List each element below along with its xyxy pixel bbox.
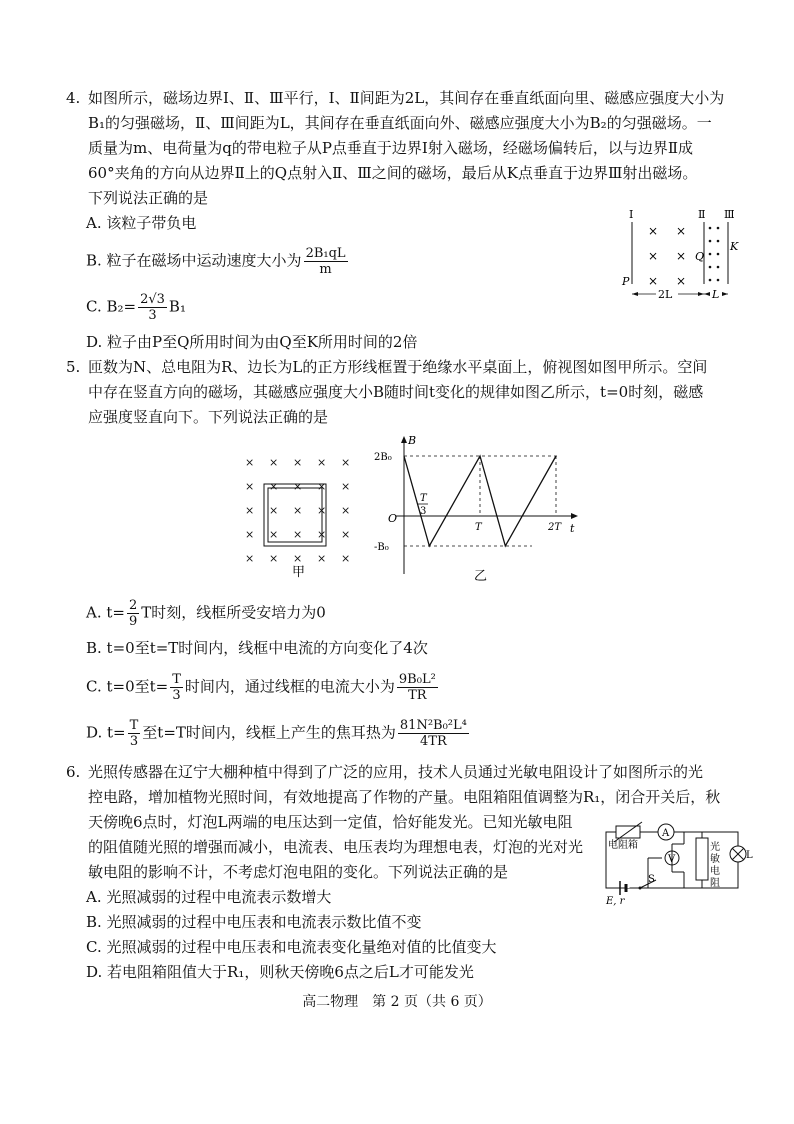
field-cross: × bbox=[341, 504, 351, 517]
field-cross: × bbox=[293, 528, 303, 541]
svg-text:×: × bbox=[648, 224, 659, 238]
field-cross: × bbox=[341, 480, 351, 493]
q6-stem-line-5: 敏电阻的影响不计，不考虑灯泡电阻的变化。下列说法正确的是 bbox=[88, 863, 509, 881]
field-cross: × bbox=[293, 480, 303, 493]
q6-number: 6. bbox=[66, 763, 81, 781]
tick-label-2t: 2T bbox=[548, 522, 562, 533]
q5-stem-line-1: 匝数为N、总电阻为R、边长为L的正方形线框置于绝缘水平桌面上，俯视图如图甲所示。空间 bbox=[88, 358, 708, 376]
voltmeter-symbol: V bbox=[668, 854, 676, 865]
figure-yi-label: 乙 bbox=[474, 569, 488, 584]
q6-option-d: D. 若电阻箱阻值大于R₁，则秋天傍晚6点之后L才可能发光 bbox=[86, 963, 474, 981]
q5-option-b: B. t=0至t=T时间内，线框中电流的方向变化了4次 bbox=[86, 639, 428, 657]
field-cross: × bbox=[293, 552, 303, 565]
field-cross: × bbox=[269, 552, 279, 565]
q4-option-a: A. 该粒子带负电 bbox=[86, 214, 197, 232]
q6-option-a: A. 光照减弱的过程中电流表示数增大 bbox=[86, 888, 332, 906]
tick-label-t: T bbox=[475, 522, 482, 533]
field-cross: × bbox=[317, 504, 327, 517]
q6-stem-line-1: 光照传感器在辽宁大棚种植中得到了广泛的应用，技术人员通过光敏电阻设计了如图所示的光 bbox=[88, 763, 704, 781]
q4-number: 4. bbox=[66, 89, 81, 107]
q4-option-d: D. 粒子由P至Q所用时间为由Q至K所用时间的2倍 bbox=[86, 333, 418, 351]
q6-option-c: C. 光照减弱的过程中电压表和电流表变化量绝对值的比值变大 bbox=[86, 938, 497, 956]
field-cross: × bbox=[245, 528, 255, 541]
field-cross: × bbox=[293, 504, 303, 517]
field-crosses bbox=[245, 456, 350, 565]
q5-option-a: A. t= $\frac{2}{9}$ T时刻，线框所受安培力为0 bbox=[86, 598, 326, 629]
field-cross: × bbox=[269, 480, 279, 493]
q6-stem-line-3: 天傍晚6点时，灯泡L两端的电压达到一定值，恰好能发光。已知光敏电阻 bbox=[88, 813, 573, 831]
q5-stem-line-2: 中存在竖直方向的磁场，其磁感应强度大小B随时间t变化的规律如图乙所示，t=0时刻，磁感 bbox=[88, 383, 704, 401]
q4-stem-line-2: B₁的匀强磁场，Ⅱ、Ⅲ间距为L，其间存在垂直纸面向外、磁感应强度大小为B₂的匀强磁场。一 bbox=[88, 114, 712, 132]
q4-option-b-fraction: $\frac{\text{2B₁qL}}{m}$ bbox=[305, 246, 346, 277]
field-cross: × bbox=[317, 528, 327, 541]
q6-option-b: B. 光照减弱的过程中电压表和电流表示数比值不变 bbox=[86, 913, 422, 931]
field-cross: × bbox=[245, 552, 255, 565]
photoresistor-char-3: 电 bbox=[710, 866, 720, 877]
q5-stem-line-3: 应强度竖直向下。下列说法正确的是 bbox=[88, 408, 329, 426]
svg-text:×: × bbox=[648, 249, 659, 263]
field-cross: × bbox=[269, 528, 279, 541]
field-cross: × bbox=[293, 456, 303, 469]
boundary-3-label: Ⅲ bbox=[724, 208, 735, 221]
field-cross: × bbox=[341, 456, 351, 469]
field-cross: × bbox=[341, 528, 351, 541]
q6-stem-line-2: 控电路，增加植物光照时间，有效地提高了作物的产量。电阻箱阻值调整为R₁，闭合开关后，秋 bbox=[88, 788, 721, 806]
point-q-label: Q bbox=[695, 250, 705, 263]
q4-magnetic-field-diagram bbox=[618, 206, 748, 304]
axis-label-t: t bbox=[570, 522, 575, 535]
point-p-label: P bbox=[622, 275, 630, 288]
q5-option-d: D. t= $\frac{T}{3}$ 至t=T时间内，线框上产生的焦耳热为 $\frac{\text{81N²B₀²L⁴}}{4TR}$ bbox=[86, 718, 467, 749]
boundary-2-label: Ⅱ bbox=[698, 208, 706, 221]
width-2l-label: 2L bbox=[658, 288, 673, 301]
q6-stem-line-4: 的阻值随光照的增强而减小，电流表、电压表均为理想电表，灯泡的光对光 bbox=[88, 838, 584, 856]
svg-text:×: × bbox=[676, 249, 687, 263]
page-footer: 高二物理 第 2 页（共 6 页） bbox=[302, 994, 492, 1010]
figure-jia-coil-in-field bbox=[236, 450, 362, 580]
origin-label: O bbox=[388, 512, 398, 525]
svg-text:×: × bbox=[676, 224, 687, 238]
field-cross: × bbox=[317, 480, 327, 493]
field-into-page-crosses bbox=[648, 224, 686, 288]
width-l-label: L bbox=[712, 288, 720, 301]
tick-label-t-over-3 bbox=[418, 493, 428, 517]
axis-label-b: B bbox=[408, 434, 417, 447]
svg-text:×: × bbox=[676, 274, 687, 288]
q4-stem-line-4: 60°夹角的方向从边界Ⅱ上的Q点射入Ⅱ、Ⅲ之间的磁场，最后从K点垂直于边界Ⅲ射出磁场。 bbox=[88, 164, 698, 182]
q6-circuit-diagram bbox=[600, 808, 753, 908]
tick-label-2b0: 2B₀ bbox=[374, 452, 392, 463]
q5-option-c: C. t=0至t= $\frac{T}{3}$ 时间内，通过线框的电流大小为 $\frac{\text{9B₀L²}}{TR}$ bbox=[86, 672, 436, 703]
field-cross: × bbox=[317, 552, 327, 565]
tick-label-neg-b0: -B₀ bbox=[374, 542, 389, 553]
q4-option-c-fraction: $\frac{2√3}{3}$ bbox=[140, 292, 165, 323]
switch-label: S bbox=[648, 874, 655, 885]
q4-option-b: B. 粒子在磁场中运动速度大小为 $\frac{\text{2B₁qL}}{m}$ bbox=[86, 246, 346, 277]
svg-text:×: × bbox=[648, 274, 659, 288]
field-cross: × bbox=[317, 456, 327, 469]
field-out-of-page-dots bbox=[709, 227, 720, 282]
field-cross: × bbox=[245, 456, 255, 469]
q4-option-c: C. B₂= $\frac{2√3}{3}$ B₁ bbox=[86, 292, 186, 323]
field-cross: × bbox=[269, 504, 279, 517]
q5-number: 5. bbox=[66, 358, 81, 376]
field-cross: × bbox=[245, 480, 255, 493]
figure-yi-b-t-graph bbox=[372, 434, 582, 584]
field-cross: × bbox=[269, 456, 279, 469]
photoresistor-char-2: 敏 bbox=[710, 854, 720, 865]
photoresistor-char-1: 光 bbox=[710, 842, 720, 853]
svg-text:T: T bbox=[420, 493, 427, 504]
resistor-box-label: 电阻箱 bbox=[608, 840, 638, 851]
photoresistor-char-4: 阻 bbox=[710, 878, 720, 889]
battery-label: E, r bbox=[606, 896, 625, 907]
lamp-label: L bbox=[746, 850, 753, 861]
figure-jia-label: 甲 bbox=[292, 565, 306, 580]
field-cross: × bbox=[341, 552, 351, 565]
q4-stem-line-3: 质量为m、电荷量为q的带电粒子从P点垂直于边界Ⅰ射入磁场，经磁场偏转后，以与边界Ⅱ成 bbox=[88, 139, 694, 157]
q4-stem-line-1: 如图所示，磁场边界Ⅰ、Ⅱ、Ⅲ平行，Ⅰ、Ⅱ间距为2L，其间存在垂直纸面向里、磁感应强度大小为 bbox=[88, 89, 725, 107]
ammeter-symbol: A bbox=[662, 828, 670, 839]
svg-text:3: 3 bbox=[420, 506, 427, 517]
point-k-label: K bbox=[730, 240, 739, 253]
q4-stem-line-5: 下列说法正确的是 bbox=[88, 189, 209, 207]
boundary-1-label: Ⅰ bbox=[629, 208, 634, 221]
field-cross: × bbox=[245, 504, 255, 517]
